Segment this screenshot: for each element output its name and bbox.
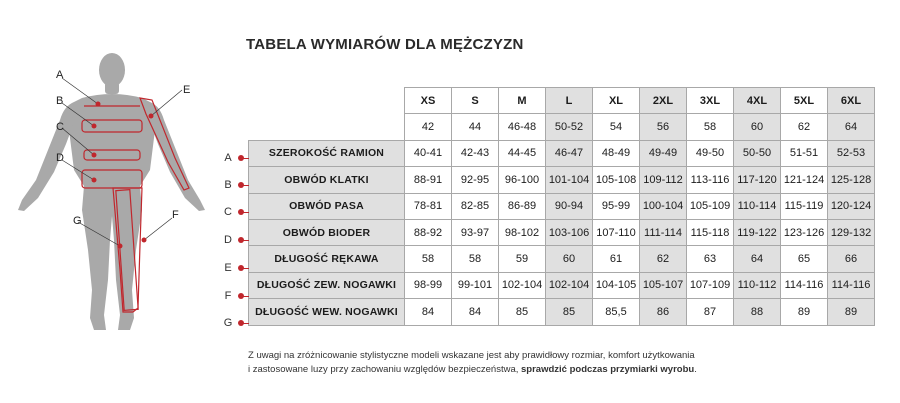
measurement-label: OBWÓD PASA <box>249 193 405 219</box>
measurement-label: DŁUGOŚĆ ZEW. NOGAWKI <box>249 272 405 298</box>
value-cell: 114-116 <box>828 272 875 298</box>
figure-label-e: E <box>183 84 191 96</box>
row-marker-line <box>241 268 249 269</box>
figure-label-b: B <box>56 95 64 107</box>
value-cell: 86-89 <box>499 193 546 219</box>
value-cell: 58 <box>452 246 499 272</box>
value-cell: 85 <box>499 299 546 325</box>
eu-size-row <box>249 114 875 140</box>
row-marker-line <box>241 240 249 241</box>
size-header-5xl: 5XL <box>781 88 828 114</box>
value-cell: 105-109 <box>687 193 734 219</box>
value-cell: 90-94 <box>546 193 593 219</box>
value-cell: 99-101 <box>452 272 499 298</box>
row-letter-g: G <box>223 317 233 329</box>
row-letter-e: E <box>224 262 232 274</box>
figure-label-c: C <box>56 121 64 133</box>
value-cell: 65 <box>781 246 828 272</box>
value-cell: 101-104 <box>546 167 593 193</box>
value-cell: 46-47 <box>546 140 593 166</box>
value-cell: 50-50 <box>734 140 781 166</box>
measurement-row-e <box>249 246 875 272</box>
measurement-row-f <box>249 272 875 298</box>
value-cell: 125-128 <box>828 167 875 193</box>
size-header-s: S <box>452 88 499 114</box>
value-cell: 88-92 <box>405 219 452 245</box>
eu-size-cell: 54 <box>593 114 640 140</box>
row-marker-line <box>241 185 249 186</box>
value-cell: 44-45 <box>499 140 546 166</box>
value-cell: 63 <box>687 246 734 272</box>
measurement-row-d <box>249 219 875 245</box>
value-cell: 105-107 <box>640 272 687 298</box>
value-cell: 92-95 <box>452 167 499 193</box>
note-bold-text: sprawdzić podczas przymiarki wyrobu <box>521 364 695 375</box>
eu-size-cell: 58 <box>687 114 734 140</box>
note-line-2-text: i zastosowane luzy przy zachowaniu względów bezpieczeństwa, <box>248 364 519 375</box>
measurement-label: OBWÓD BIODER <box>249 219 405 245</box>
value-cell: 123-126 <box>781 219 828 245</box>
fit-disclaimer-note <box>248 349 697 377</box>
row-marker-line <box>241 323 249 324</box>
size-header-row <box>249 88 875 114</box>
value-cell: 49-49 <box>640 140 687 166</box>
measurement-label: DŁUGOŚĆ WEW. NOGAWKI <box>249 299 405 325</box>
value-cell: 85 <box>546 299 593 325</box>
marker-b-dot <box>92 124 97 129</box>
value-cell: 89 <box>781 299 828 325</box>
value-cell: 110-112 <box>734 272 781 298</box>
eu-size-cell: 44 <box>452 114 499 140</box>
figure-label-g: G <box>73 215 82 227</box>
note-end: . <box>694 364 697 375</box>
measurement-row-b <box>249 167 875 193</box>
row-marker-line <box>241 212 249 213</box>
row-letter-c: C <box>224 206 232 218</box>
size-header-3xl: 3XL <box>687 88 734 114</box>
row-letter-b: B <box>224 179 232 191</box>
value-cell: 61 <box>593 246 640 272</box>
value-cell: 129-132 <box>828 219 875 245</box>
value-cell: 98-102 <box>499 219 546 245</box>
row-letter-a: A <box>224 152 232 164</box>
value-cell: 120-124 <box>828 193 875 219</box>
value-cell: 103-106 <box>546 219 593 245</box>
value-cell: 88 <box>734 299 781 325</box>
eu-size-cell: 56 <box>640 114 687 140</box>
size-chart-table <box>248 87 875 326</box>
eu-spacer <box>249 114 405 140</box>
value-cell: 48-49 <box>593 140 640 166</box>
value-cell: 84 <box>405 299 452 325</box>
value-cell: 102-104 <box>499 272 546 298</box>
value-cell: 62 <box>640 246 687 272</box>
value-cell: 58 <box>405 246 452 272</box>
size-header-xs: XS <box>405 88 452 114</box>
marker-g-dot <box>118 244 123 249</box>
value-cell: 102-104 <box>546 272 593 298</box>
value-cell: 60 <box>546 246 593 272</box>
value-cell: 85,5 <box>593 299 640 325</box>
value-cell: 119-122 <box>734 219 781 245</box>
value-cell: 104-105 <box>593 272 640 298</box>
value-cell: 89 <box>828 299 875 325</box>
value-cell: 110-114 <box>734 193 781 219</box>
eu-size-cell: 50-52 <box>546 114 593 140</box>
row-marker-line <box>241 296 249 297</box>
value-cell: 111-114 <box>640 219 687 245</box>
value-cell: 86 <box>640 299 687 325</box>
value-cell: 84 <box>452 299 499 325</box>
figure-label-a: A <box>56 69 64 81</box>
value-cell: 107-109 <box>687 272 734 298</box>
marker-a-dot <box>96 102 101 107</box>
measurement-row-g <box>249 299 875 325</box>
note-line-2 <box>248 363 697 377</box>
eu-size-cell: 64 <box>828 114 875 140</box>
eu-size-cell: 62 <box>781 114 828 140</box>
marker-d-dot <box>92 178 97 183</box>
value-cell: 115-118 <box>687 219 734 245</box>
eu-size-cell: 42 <box>405 114 452 140</box>
value-cell: 117-120 <box>734 167 781 193</box>
eu-size-cell: 46-48 <box>499 114 546 140</box>
value-cell: 115-119 <box>781 193 828 219</box>
value-cell: 66 <box>828 246 875 272</box>
size-header-4xl: 4XL <box>734 88 781 114</box>
page-title: TABELA WYMIARÓW DLA MĘŻCZYZN <box>246 36 524 53</box>
figure-label-f: F <box>172 209 179 221</box>
header-spacer <box>249 88 405 114</box>
value-cell: 107-110 <box>593 219 640 245</box>
row-letter-d: D <box>224 234 232 246</box>
value-cell: 49-50 <box>687 140 734 166</box>
value-cell: 93-97 <box>452 219 499 245</box>
marker-c-dot <box>92 153 97 158</box>
figure-label-d: D <box>56 152 64 164</box>
eu-size-cell: 60 <box>734 114 781 140</box>
measurement-label: DŁUGOŚĆ RĘKAWA <box>249 246 405 272</box>
size-header-m: M <box>499 88 546 114</box>
size-header-xl: XL <box>593 88 640 114</box>
value-cell: 113-116 <box>687 167 734 193</box>
value-cell: 52-53 <box>828 140 875 166</box>
value-cell: 114-116 <box>781 272 828 298</box>
measurement-row-a <box>249 140 875 166</box>
value-cell: 82-85 <box>452 193 499 219</box>
value-cell: 100-104 <box>640 193 687 219</box>
value-cell: 109-112 <box>640 167 687 193</box>
value-cell: 59 <box>499 246 546 272</box>
value-cell: 87 <box>687 299 734 325</box>
measurement-label: OBWÓD KLATKI <box>249 167 405 193</box>
value-cell: 64 <box>734 246 781 272</box>
value-cell: 121-124 <box>781 167 828 193</box>
value-cell: 95-99 <box>593 193 640 219</box>
value-cell: 51-51 <box>781 140 828 166</box>
row-marker-line <box>241 158 249 159</box>
value-cell: 96-100 <box>499 167 546 193</box>
value-cell: 78-81 <box>405 193 452 219</box>
measurement-row-c <box>249 193 875 219</box>
row-letter-f: F <box>224 290 232 302</box>
size-header-2xl: 2XL <box>640 88 687 114</box>
body-measurement-figure <box>0 40 215 360</box>
value-cell: 105-108 <box>593 167 640 193</box>
value-cell: 42-43 <box>452 140 499 166</box>
size-header-6xl: 6XL <box>828 88 875 114</box>
note-line-1: Z uwagi na zróżnicowanie stylistyczne modeli wskazane jest aby prawidłowy rozmiar, komfort użytkowania <box>248 350 695 361</box>
marker-e-dot <box>149 114 154 119</box>
size-header-l: L <box>546 88 593 114</box>
measurement-label: SZEROKOŚĆ RAMION <box>249 140 405 166</box>
value-cell: 98-99 <box>405 272 452 298</box>
value-cell: 40-41 <box>405 140 452 166</box>
marker-f-dot <box>142 238 147 243</box>
value-cell: 88-91 <box>405 167 452 193</box>
